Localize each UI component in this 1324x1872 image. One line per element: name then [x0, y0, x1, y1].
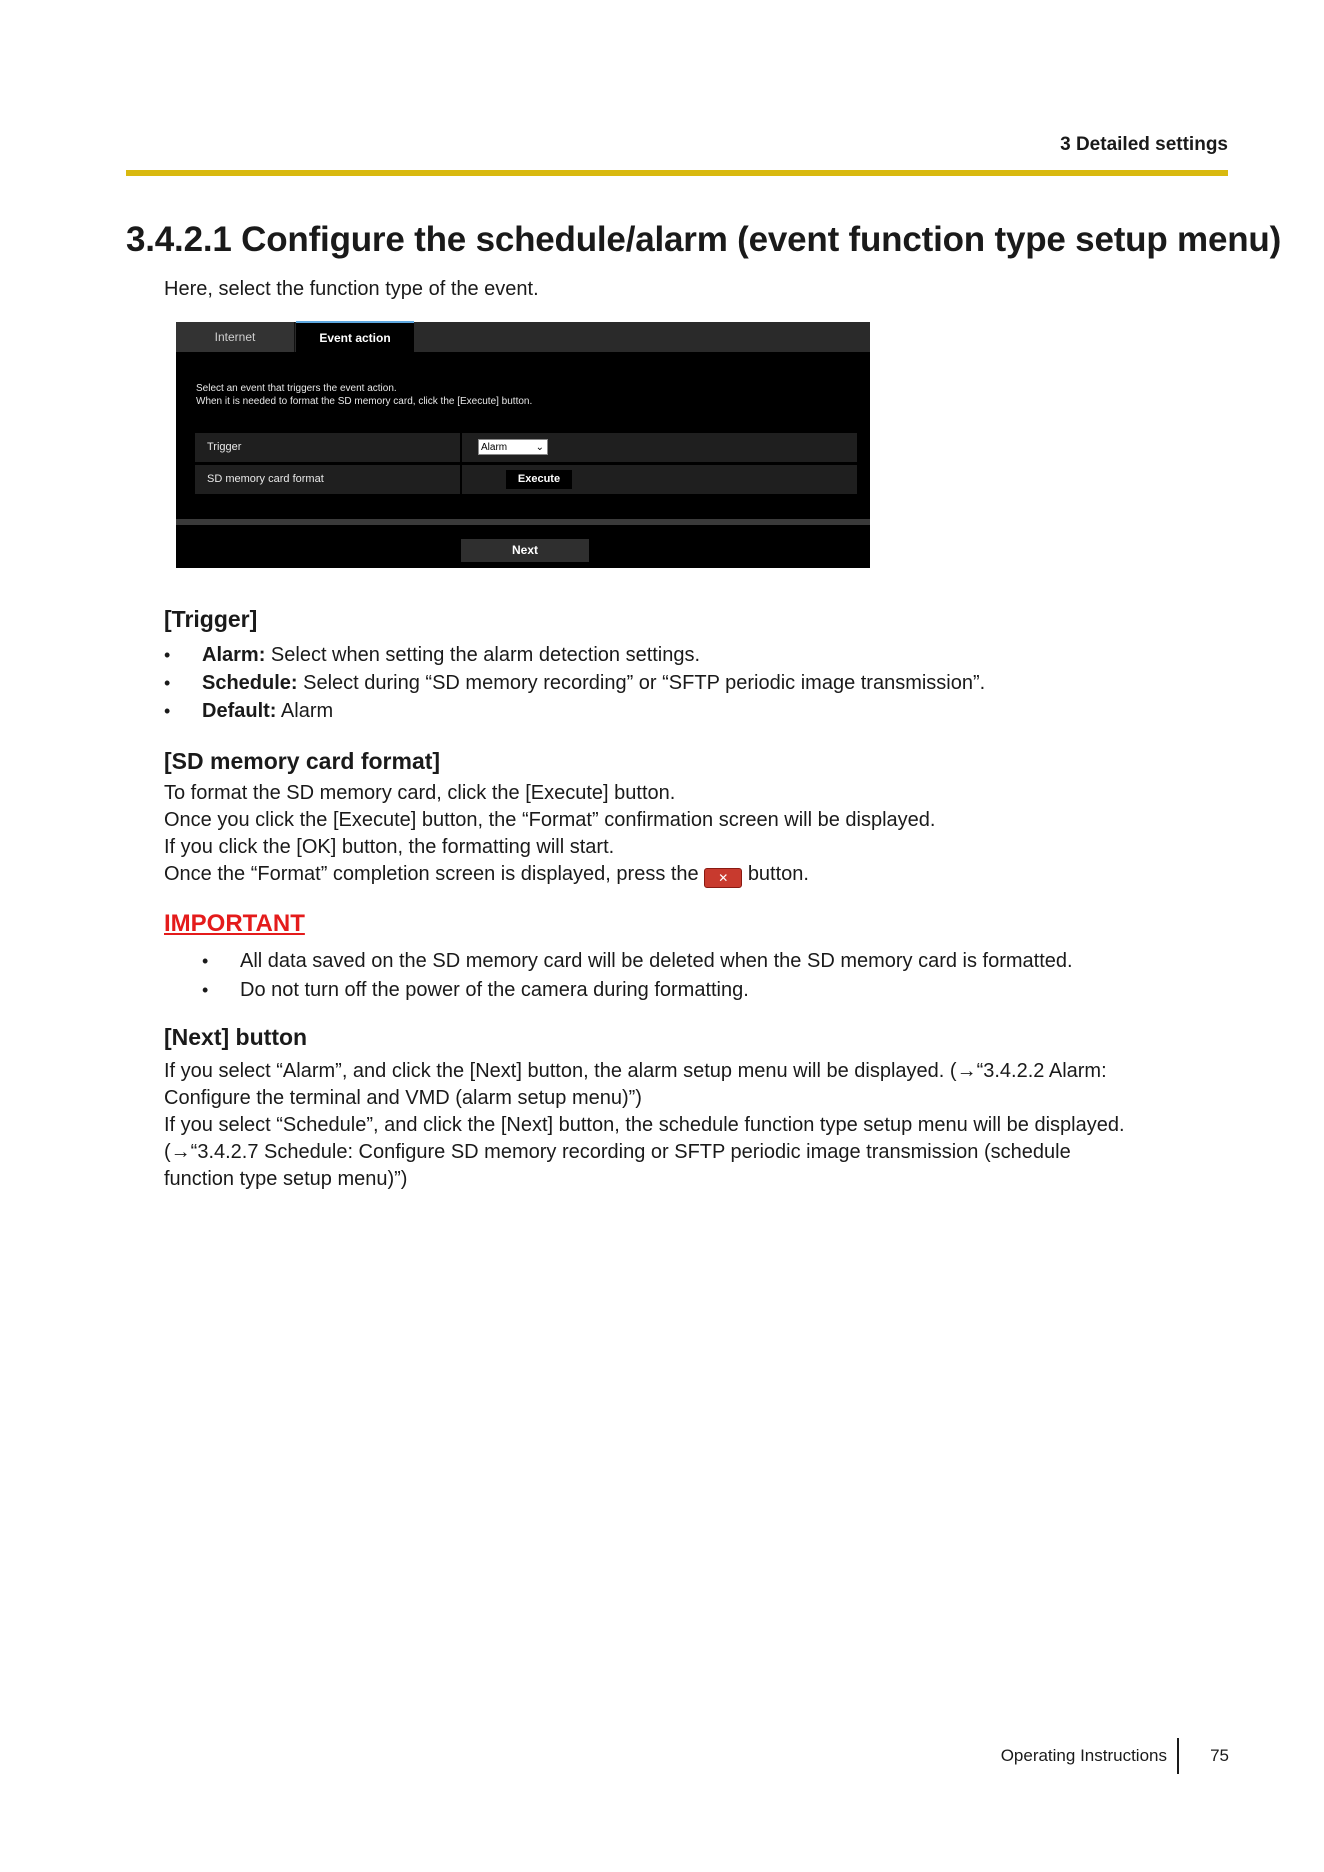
bullet: • [164, 673, 171, 693]
list-term: Default: [202, 700, 277, 722]
paragraph-line: function type setup menu)”) [164, 1168, 408, 1190]
list-text: Alarm [276, 700, 334, 722]
tab-event-action[interactable]: Event action [296, 321, 414, 354]
row-separator [460, 465, 462, 494]
sd-format-text [164, 780, 935, 888]
trigger-select-value: Alarm [481, 442, 508, 453]
bullet: • [164, 645, 171, 665]
list-text: All data saved on the SD memory card will be deleted when the SD memory card is formatted. [240, 950, 1073, 972]
list-item [164, 642, 985, 669]
list-text: Select during “SD memory recording” or “SFTP periodic image transmission”. [297, 672, 986, 694]
list-item [164, 698, 985, 725]
paragraph-line [164, 861, 935, 888]
bullet: • [202, 951, 209, 971]
list-term: Alarm: [202, 644, 266, 666]
trigger-select[interactable] [478, 439, 548, 455]
tab-bar [176, 322, 870, 352]
paragraph-line: To format the SD memory card, click the [Execute] button. [164, 782, 676, 804]
sd-format-label: SD memory card format [207, 473, 324, 485]
next-button[interactable]: Next [461, 539, 589, 562]
execute-button[interactable]: Execute [506, 470, 572, 489]
tab-internet[interactable]: Internet [176, 322, 295, 352]
description-line: Select an event that triggers the event action. [196, 383, 397, 394]
trigger-row [195, 433, 857, 462]
list-item [202, 977, 1073, 1004]
important-list [202, 948, 1073, 1004]
trigger-title: [Trigger] [164, 606, 258, 632]
sd-format-title: [SD memory card format] [164, 748, 441, 774]
event-action-screenshot [176, 322, 870, 568]
bullet: • [202, 980, 209, 1000]
close-x-icon: ✕ [704, 868, 742, 888]
chevron-down-icon: ⌄ [535, 442, 544, 453]
paragraph-line: (→“3.4.2.7 Schedule: Configure SD memory recording or SFTP periodic image transmission (schedule [164, 1141, 1071, 1163]
paragraph-line: Configure the terminal and VMD (alarm setup menu)”) [164, 1087, 642, 1109]
description-line: When it is needed to format the SD memory card, click the [Execute] button. [196, 396, 533, 407]
sd-format-row [195, 465, 857, 494]
intro-text: Here, select the function type of the event. [164, 278, 539, 300]
next-title: [Next] button [164, 1024, 308, 1050]
list-term: Schedule: [202, 672, 298, 694]
trigger-label: Trigger [207, 441, 242, 453]
page-number: 75 [1210, 1746, 1229, 1765]
list-item [202, 948, 1073, 975]
row-separator [460, 433, 462, 462]
paragraph-line: If you select “Alarm”, and click the [Next] button, the alarm setup menu will be displayed. (→“3.4.2.2 Alarm: [164, 1060, 1107, 1082]
next-text [164, 1058, 1125, 1193]
panel-divider [176, 519, 870, 525]
paragraph-line: If you select “Schedule”, and click the [Next] button, the schedule function type setup menu will be displayed. [164, 1114, 1125, 1136]
running-header: 3 Detailed settings [1060, 134, 1228, 155]
footer-label: Operating Instructions [1000, 1746, 1167, 1765]
footer-divider [1177, 1738, 1179, 1774]
list-item [164, 670, 985, 697]
panel-description [196, 382, 532, 408]
paragraph-text: button. [747, 863, 809, 885]
section-heading: 3.4.2.1 Configure the schedule/alarm (event function type setup menu) [126, 220, 1282, 259]
paragraph-text: Once the “Format” completion screen is displayed, press the [164, 863, 699, 885]
important-title: IMPORTANT [164, 910, 305, 937]
header-rule [126, 170, 1228, 176]
trigger-list [164, 642, 985, 725]
list-text: Do not turn off the power of the camera during formatting. [240, 979, 749, 1001]
paragraph-line: If you click the [OK] button, the formatting will start. [164, 836, 615, 858]
paragraph-line: Once you click the [Execute] button, the “Format” confirmation screen will be displayed. [164, 809, 936, 831]
list-text: Select when setting the alarm detection settings. [265, 644, 701, 666]
bullet: • [164, 701, 171, 721]
